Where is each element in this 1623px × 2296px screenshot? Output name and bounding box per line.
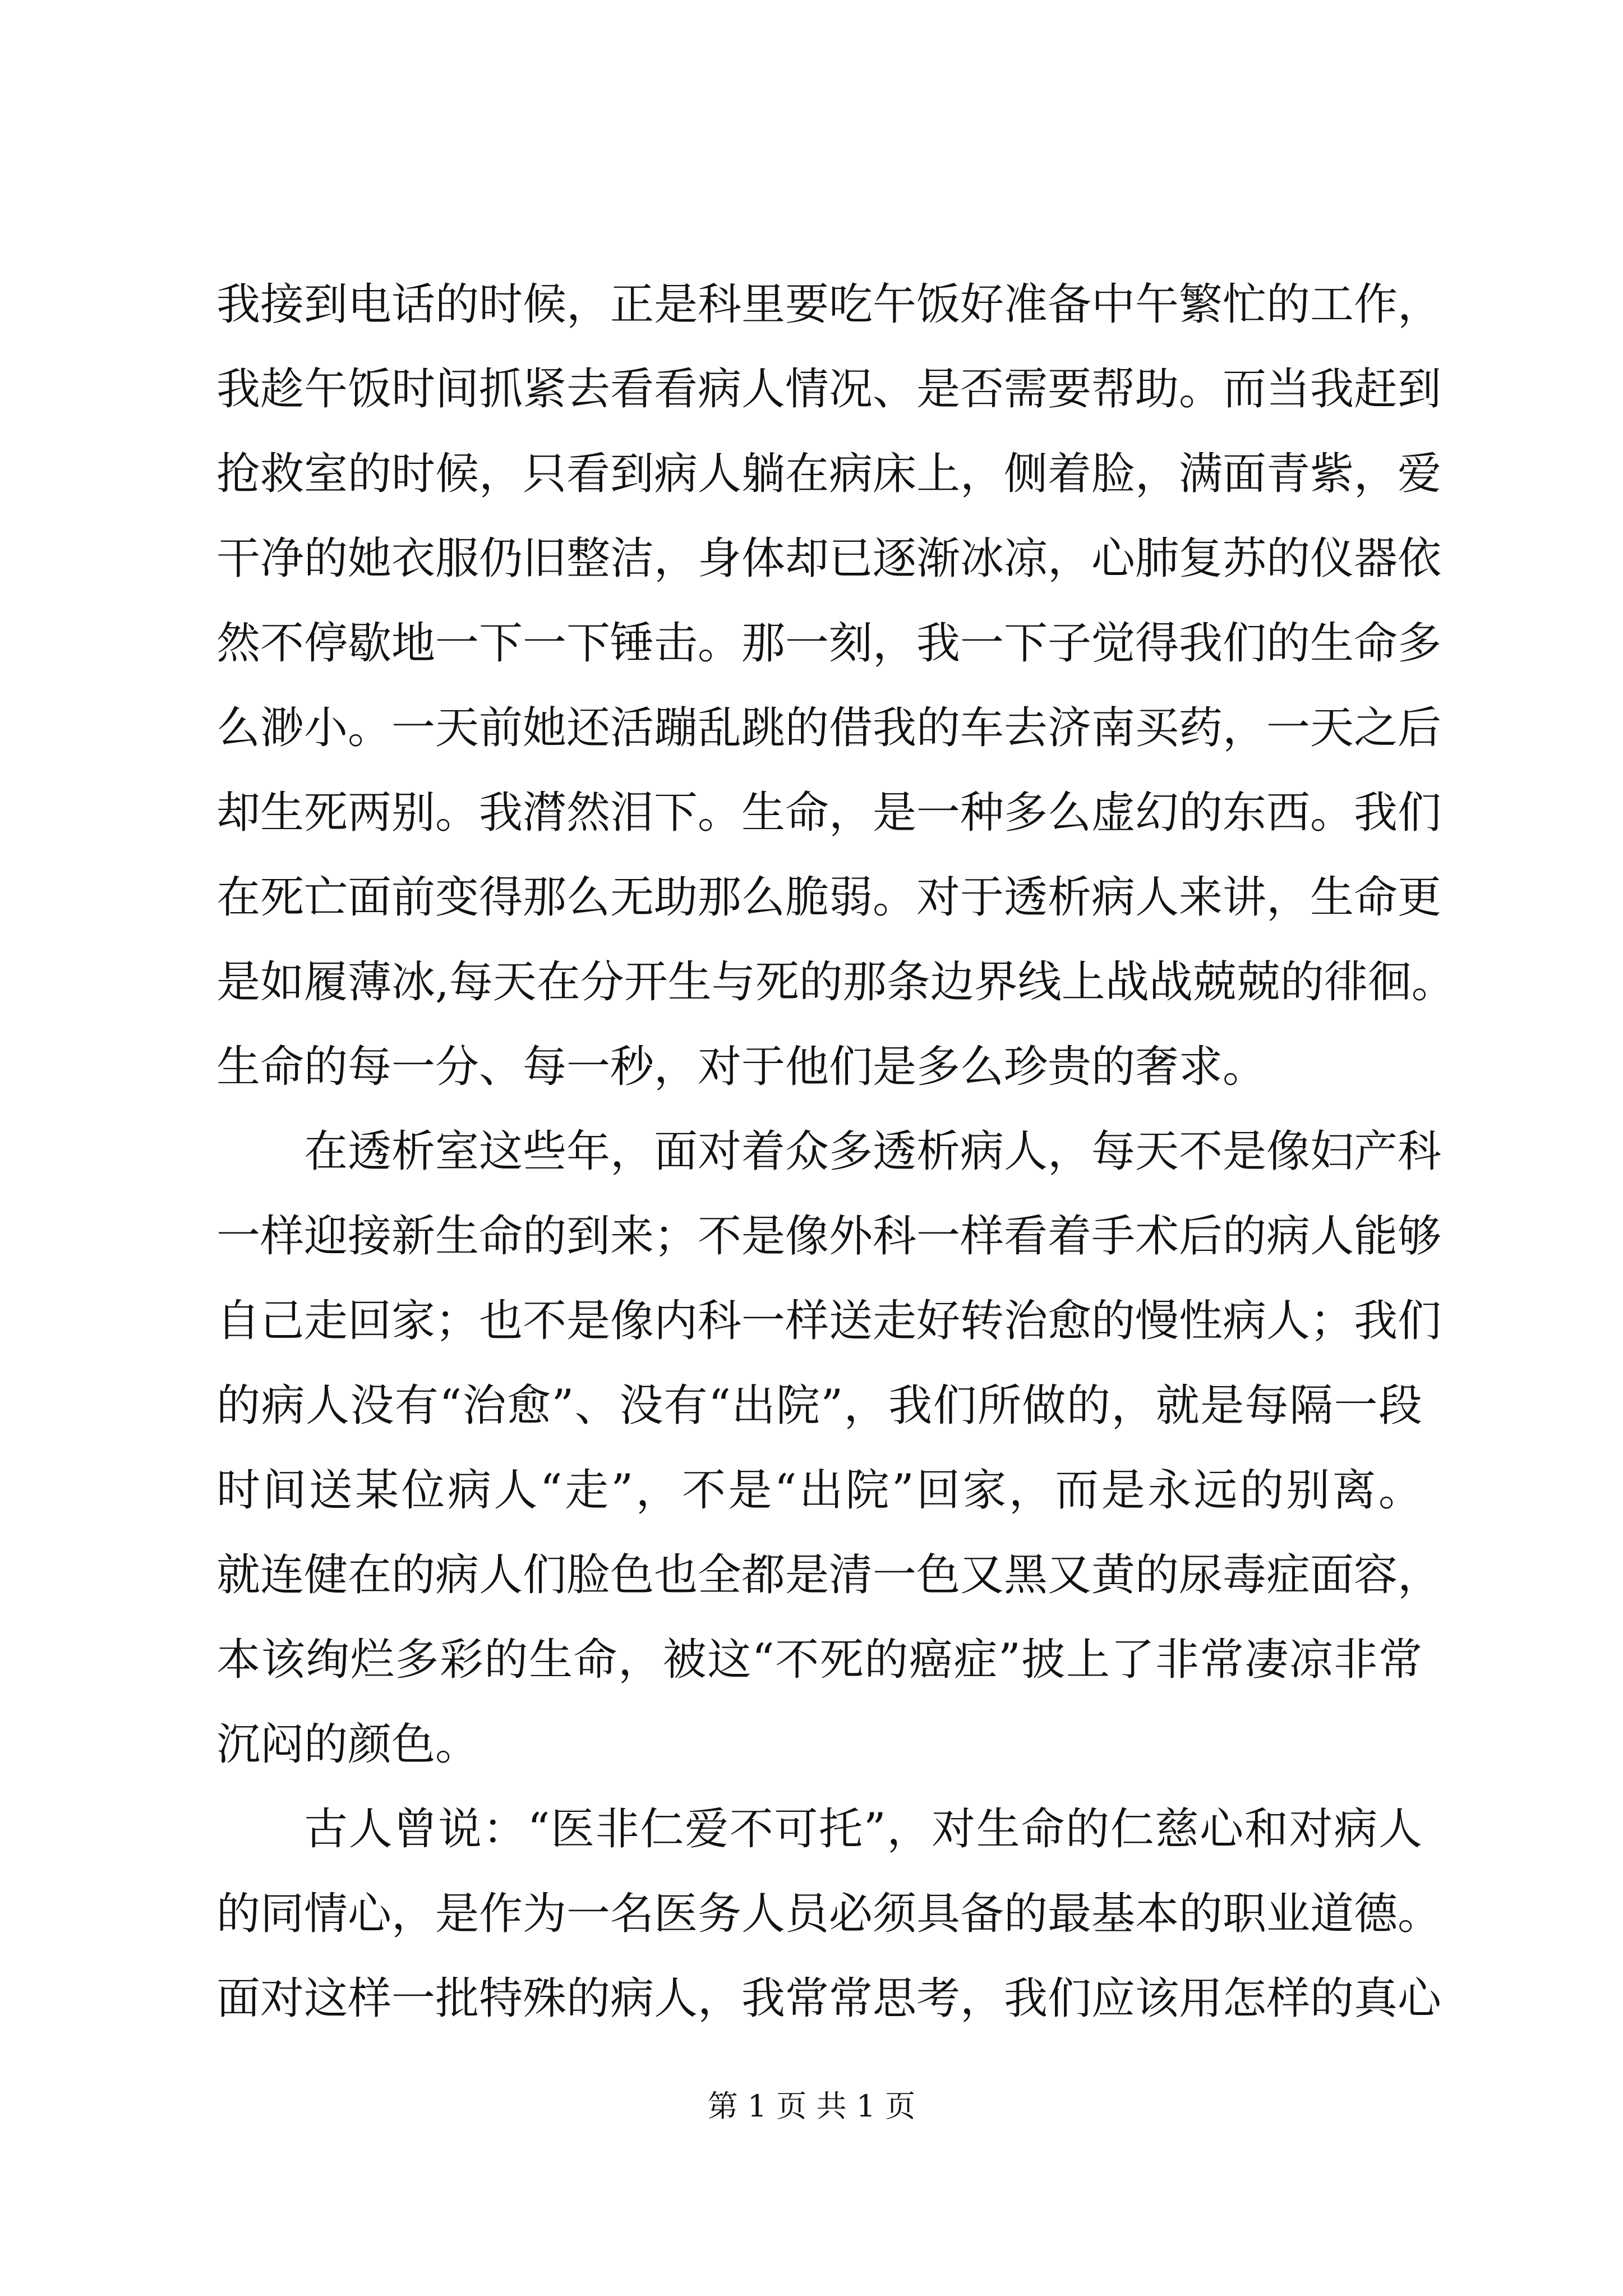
- text-line: 本该绚烂多彩的生命，被这“不死的癌症”披上了非常凄凉非常: [216, 1635, 1422, 1685]
- text-line: 在死亡面前变得那么无助那么脆弱。对于透析病人来讲，生命更: [216, 872, 1442, 923]
- text-line: 在透析室这些年，面对着众多透析病人，每天不是像妇产科: [304, 1126, 1442, 1177]
- text-line: 抢救室的时候，只看到病人躺在病床上，侧着脸，满面青紫，爱: [216, 449, 1442, 499]
- text-line: 自己走回家；也不是像内科一样送走好转治愈的慢性病人；我们: [216, 1296, 1442, 1346]
- paragraph-1: [216, 263, 1455, 1110]
- text-line: 古人曾说：“医非仁爱不可托”，对生命的仁慈心和对病人: [304, 1804, 1422, 1855]
- text-line: 我接到电话的时候，正是科里要吃午饭好准备中午繁忙的工作，: [216, 279, 1442, 330]
- paragraph-3: [216, 1787, 1442, 2041]
- page-footer: 第 1 页 共 1 页: [707, 2088, 916, 2124]
- text-line: 是如履薄冰,每天在分开生与死的那条边界线上战战兢兢的徘徊。: [216, 957, 1455, 1007]
- paragraph-2: [216, 1110, 1442, 1787]
- document-body: [216, 263, 1455, 2041]
- text-line: 面对这样一批特殊的病人，我常常思考，我们应该用怎样的真心: [216, 1973, 1442, 2024]
- text-line: 么渺小。一天前她还活蹦乱跳的借我的车去济南买药，一天之后: [216, 703, 1442, 753]
- text-line: 的同情心，是作为一名医务人员必须具备的最基本的职业道德。: [216, 1889, 1442, 1939]
- text-line: 干净的她衣服仍旧整洁，身体却已逐渐冰凉，心肺复苏的仪器依: [216, 533, 1442, 584]
- text-line: 我趁午饭时间抓紧去看看病人情况、是否需要帮助。而当我赶到: [216, 364, 1442, 415]
- text-line: 沉闷的颜色。: [216, 1719, 479, 1770]
- text-line: 生命的每一分、每一秒，对于他们是多么珍贵的奢求。: [216, 1042, 1267, 1092]
- text-line: 却生死两别。我潸然泪下。生命，是一种多么虚幻的东西。我们: [216, 788, 1442, 838]
- text-line: 时间送某位病人“走”，不是“出院”回家，而是永远的别离。: [216, 1465, 1422, 1516]
- text-line: 然不停歇地一下一下锤击。那一刻，我一下子觉得我们的生命多: [216, 618, 1442, 669]
- text-line: 的病人没有“治愈”、没有“出院”，我们所做的，就是每隔一段: [216, 1381, 1422, 1431]
- text-line: 就连健在的病人们脸色也全都是清一色又黑又黄的尿毒症面容，: [216, 1550, 1442, 1600]
- text-line: 一样迎接新生命的到来；不是像外科一样看着手术后的病人能够: [216, 1211, 1442, 1262]
